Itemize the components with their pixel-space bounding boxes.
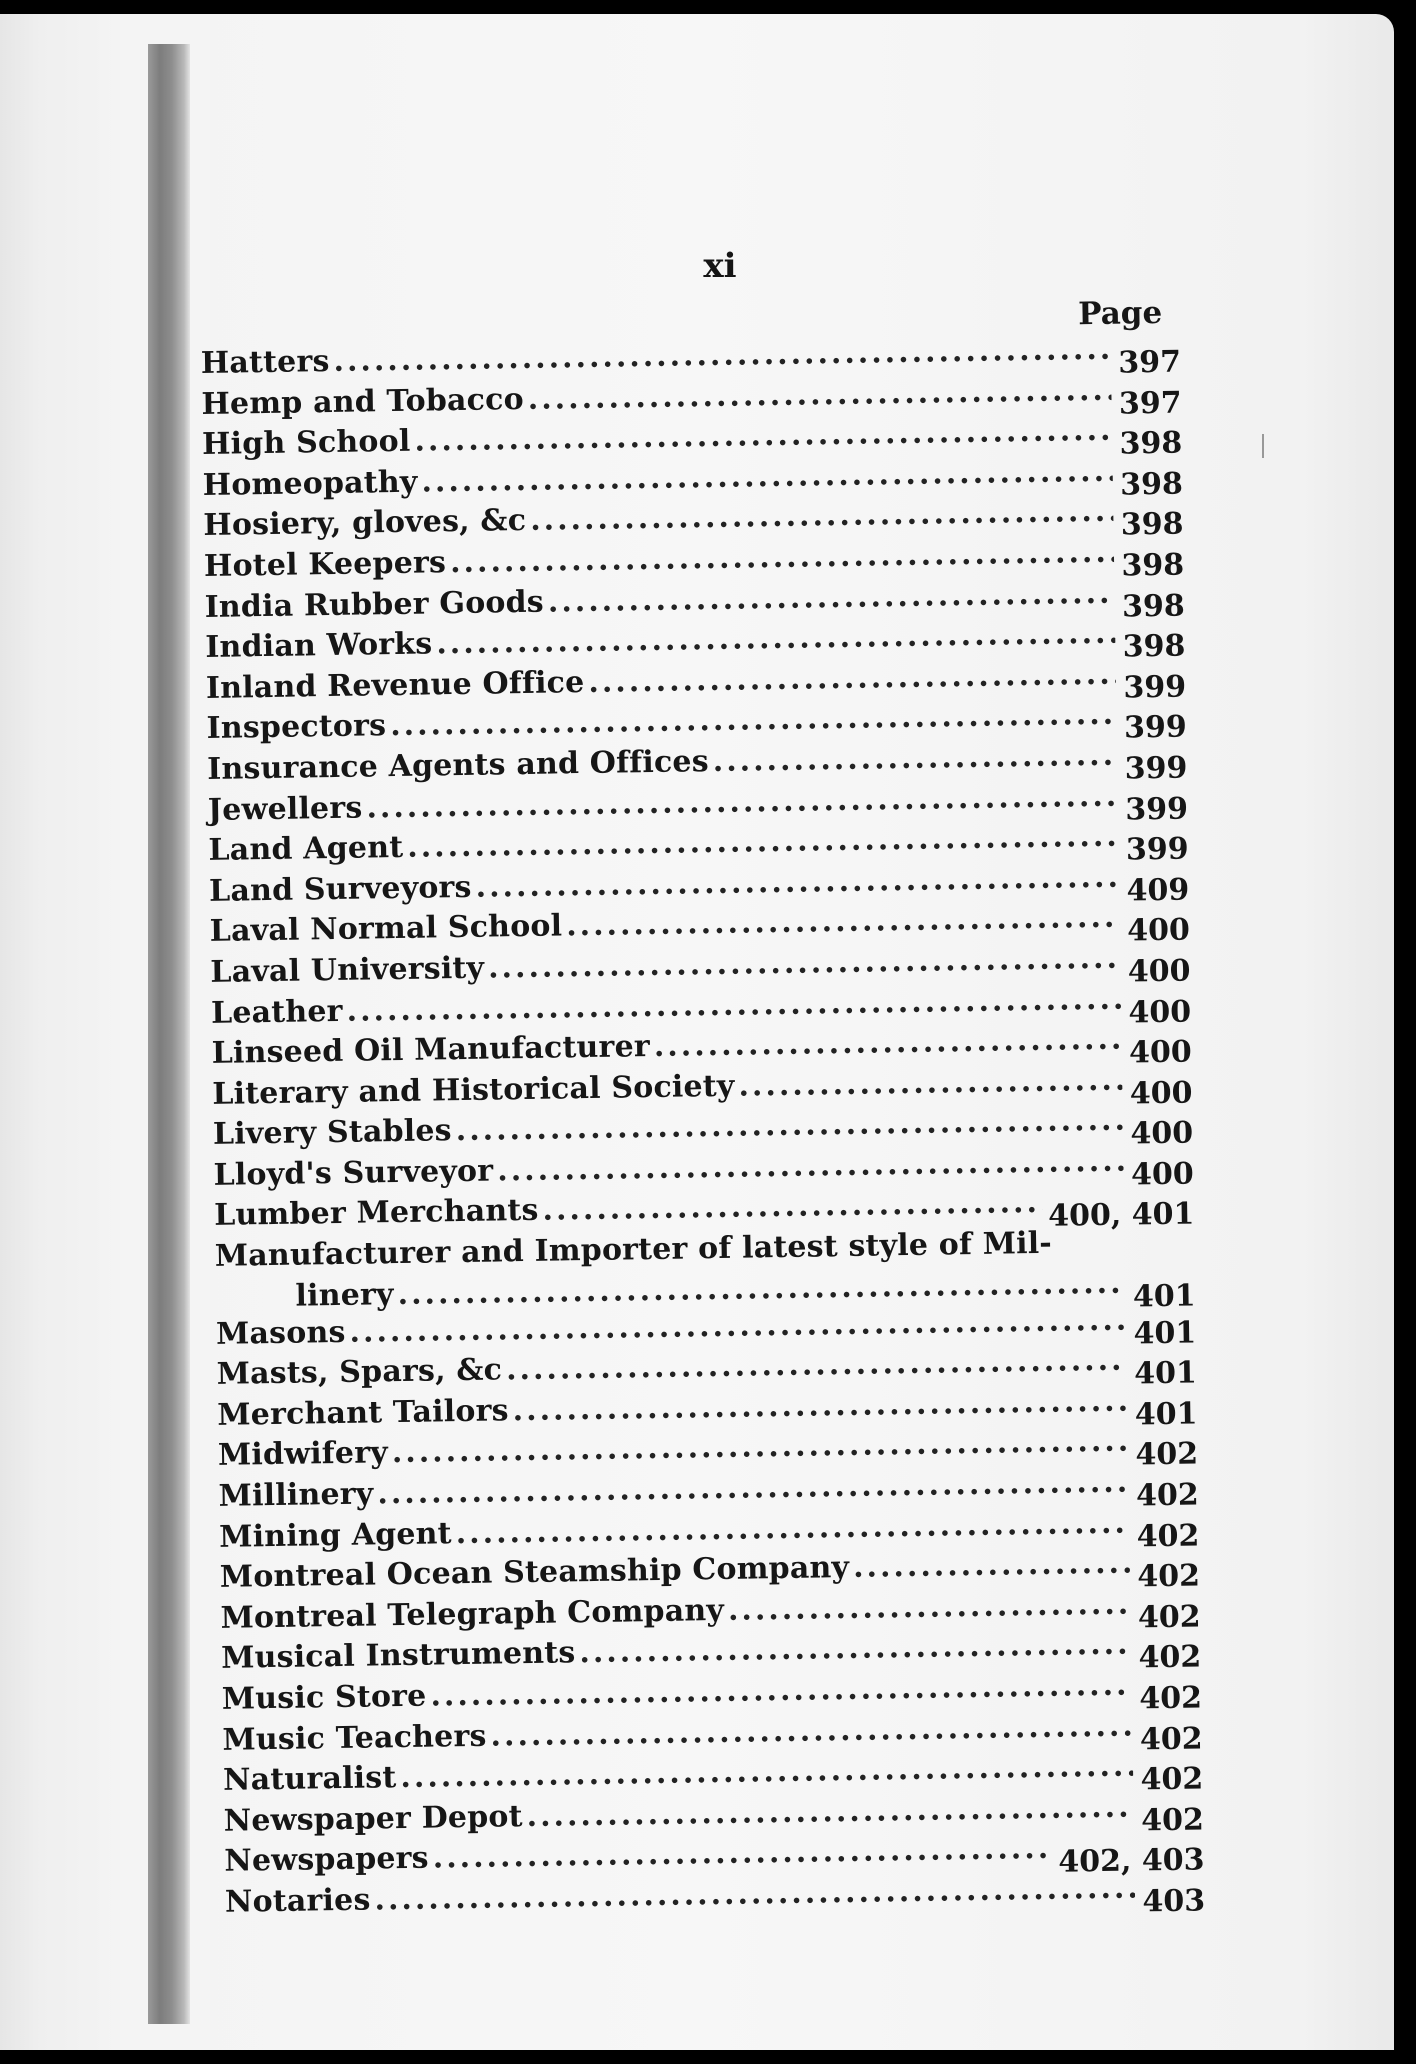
entry-title: Musical Instruments — [220, 1635, 576, 1677]
entry-page-number: 400, 401 — [1047, 1196, 1195, 1235]
entry-page-number: 397 — [1118, 344, 1182, 381]
entry-title: Merchant Tailors — [217, 1393, 509, 1433]
entry-page-number: 400 — [1127, 953, 1191, 990]
entry-page-number: 400 — [1130, 1115, 1194, 1152]
entry-page-number: 409 — [1126, 872, 1190, 909]
entry-page-number: 399 — [1125, 791, 1189, 828]
index-listing — [200, 295, 1205, 1926]
entry-title: Masons — [215, 1314, 346, 1352]
dot-leader — [548, 575, 1115, 619]
entry-title: Jewellers — [207, 790, 363, 828]
entry-title: Music Teachers — [222, 1718, 487, 1758]
entry-page-number: 402 — [1139, 1721, 1203, 1758]
entry-title: Montreal Ocean Steamship Company — [219, 1550, 850, 1596]
entry-page-number: 398 — [1119, 425, 1183, 462]
entry-title: Linseed Oil Manufacturer — [211, 1029, 651, 1071]
entry-title: Midwifery — [217, 1435, 389, 1474]
entry-page-number: 402 — [1135, 1436, 1199, 1473]
dot-leader — [712, 738, 1117, 779]
entry-title-continuation: linery — [295, 1276, 394, 1314]
entry-title: Naturalist — [222, 1760, 397, 1799]
entry-title: Literary and Historical Society — [212, 1068, 735, 1112]
entry-page-number: 401 — [1132, 1278, 1196, 1315]
entry-page-number: 401 — [1133, 1355, 1198, 1392]
entry-page-number: 403 — [1142, 1883, 1206, 1920]
entry-title: Inland Revenue Office — [205, 664, 585, 706]
entry-title: Manufacturer and Importer of latest style of Mil- — [214, 1225, 1053, 1274]
entry-page-number: 401 — [1134, 1396, 1198, 1433]
entry-page-number: 402 — [1139, 1680, 1203, 1717]
entry-title: India Rubber Goods — [204, 584, 545, 625]
entry-title: Hatters — [200, 343, 330, 381]
entry-title: Montreal Telegraph Company — [220, 1592, 725, 1636]
entry-page-number: 401 — [1133, 1315, 1197, 1352]
dot-leader — [853, 1546, 1130, 1585]
entry-page-number: 400 — [1130, 1156, 1194, 1193]
entry-title: Laval Normal School — [209, 908, 563, 950]
entry-page-number: 399 — [1125, 831, 1189, 868]
entry-title: Laval University — [210, 950, 485, 990]
entry-page-number: 398 — [1120, 506, 1184, 543]
entry-title: Land Surveyors — [208, 869, 472, 909]
dot-leader — [542, 1185, 1042, 1228]
dot-leader — [728, 1586, 1131, 1627]
entry-title: Masts, Spars, &c — [216, 1352, 503, 1393]
entry-page-number: 402 — [1140, 1761, 1204, 1798]
page-column-heading: Page — [1077, 294, 1163, 333]
entry-page-number: 398 — [1121, 547, 1185, 584]
entry-title: Hotel Keepers — [203, 545, 447, 584]
entry-page-number: 402, 403 — [1058, 1842, 1205, 1881]
entry-title: Leather — [210, 993, 343, 1031]
entry-title: Homeopathy — [202, 464, 418, 503]
entry-title: Notaries — [224, 1882, 371, 1920]
entry-title: Millinery — [218, 1476, 374, 1514]
entry-page-number: 399 — [1124, 750, 1188, 787]
entry-page-number: 399 — [1123, 709, 1187, 746]
entry-page-number: 398 — [1122, 628, 1186, 665]
dot-leader — [579, 1627, 1131, 1671]
entry-title: Hosiery, gloves, &c — [203, 503, 527, 544]
entry-title: Insurance Agents and Offices — [206, 744, 710, 787]
entry-title: Music Store — [221, 1678, 427, 1717]
binding-gutter — [148, 44, 190, 2024]
index-entries — [201, 331, 1206, 1926]
entry-page-number: 402 — [1137, 1558, 1201, 1595]
entry-title: Newspaper Depot — [223, 1798, 523, 1839]
entry-title: Land Agent — [208, 830, 404, 869]
entry-page-number: 400 — [1128, 994, 1192, 1030]
entry-title: High School — [201, 423, 411, 463]
dot-leader — [566, 900, 1120, 944]
entry-page-number: 402 — [1138, 1639, 1202, 1676]
page-speck — [1262, 434, 1264, 458]
book-page — [0, 14, 1394, 2050]
entry-title: Livery Stables — [212, 1113, 453, 1153]
entry-page-number: 402 — [1136, 1518, 1200, 1555]
entry-page-number: 399 — [1123, 669, 1187, 706]
entry-title: Indian Works — [205, 626, 433, 666]
page-folio: xi — [703, 246, 737, 286]
entry-page-number: 402 — [1135, 1477, 1200, 1514]
entry-title: Inspectors — [206, 708, 387, 747]
entry-title: Hemp and Tobacco — [201, 381, 525, 422]
dot-leader — [588, 656, 1116, 699]
entry-page-number: 402 — [1140, 1802, 1205, 1839]
entry-page-number: 397 — [1118, 385, 1182, 422]
entry-title: Mining Agent — [218, 1515, 452, 1555]
entry-page-number: 402 — [1137, 1599, 1201, 1636]
entry-page-number: 398 — [1121, 588, 1186, 625]
entry-title: Lumber Merchants — [213, 1193, 539, 1234]
entry-page-number: 398 — [1119, 466, 1184, 503]
entry-title: Newspapers — [224, 1840, 430, 1880]
entry-page-number: 400 — [1128, 1034, 1193, 1071]
dot-leader — [738, 1062, 1122, 1103]
entry-page-number: 400 — [1129, 1075, 1193, 1112]
entry-page-number: 400 — [1126, 912, 1191, 949]
entry-title: Lloyd's Surveyor — [213, 1153, 494, 1193]
dot-leader — [654, 1022, 1122, 1064]
